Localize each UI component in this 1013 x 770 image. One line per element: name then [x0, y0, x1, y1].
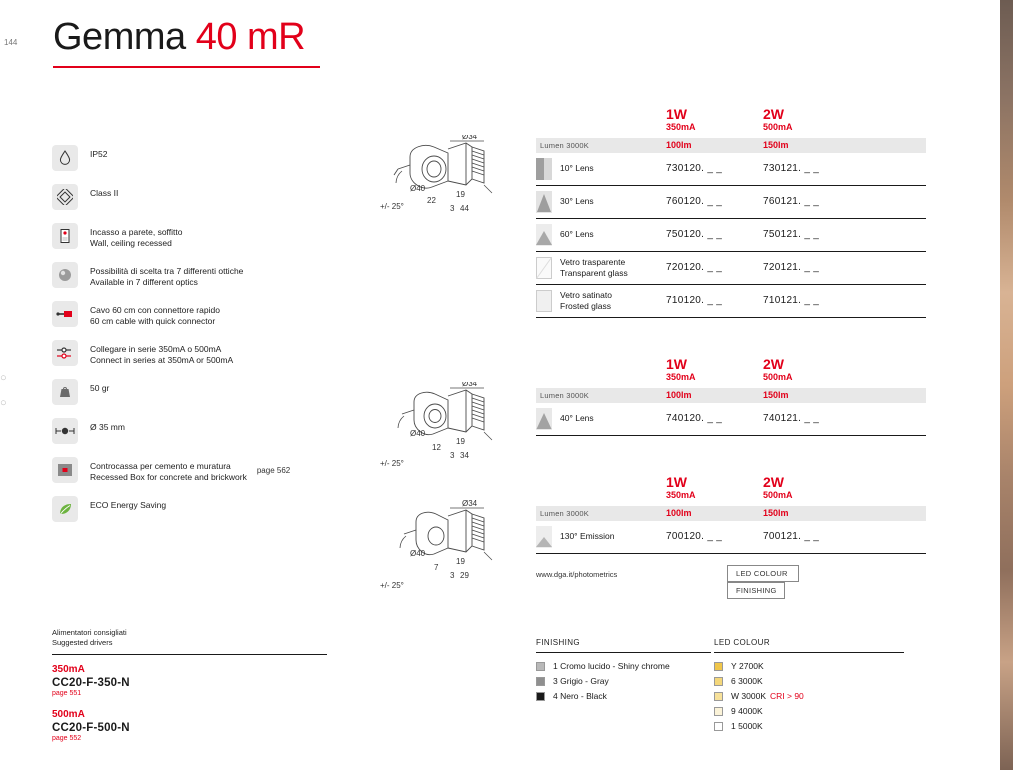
feature-label: Class II [90, 188, 119, 198]
lumen-row [536, 388, 926, 403]
feature-label: Incasso a parete, soffitto [90, 227, 183, 237]
product-code-1w: 750120. _ _ [666, 229, 723, 241]
driver-code: CC20-F-350-N [52, 677, 130, 690]
feature-item [52, 145, 352, 171]
list-item [536, 691, 711, 701]
feature-label: IP52 [90, 149, 108, 159]
led-name: 5000K [738, 721, 763, 731]
svg-text:+/- 25°: +/- 25° [380, 459, 404, 468]
table-130-emission [536, 474, 926, 554]
feature-item [52, 496, 352, 522]
table-row [536, 219, 926, 252]
feature-item [52, 379, 352, 405]
led-name: 3000K [738, 676, 763, 686]
table-40-lens [536, 356, 926, 436]
feature-label: Ø 35 mm [90, 422, 125, 433]
feature-label-2: Available in 7 different optics [90, 277, 198, 288]
diameter-icon [52, 418, 78, 444]
svg-text:+/- 25°: +/- 25° [380, 581, 404, 590]
lumen-b: 150lm [763, 508, 789, 519]
product-code-1w: 760120. _ _ [666, 196, 723, 208]
led-swatch-3000k-cri [714, 692, 723, 701]
power-2w: 2W [763, 474, 784, 490]
led-name: 3000K [741, 691, 766, 701]
svg-text:+/- 25°: +/- 25° [380, 202, 404, 211]
option-name: 60° Lens [560, 229, 594, 240]
table-row [536, 403, 926, 436]
list-item [536, 661, 711, 671]
edge-photo-strip [1000, 0, 1013, 770]
finishing-code: 1 [553, 661, 558, 671]
ip-drop-icon [52, 145, 78, 171]
feature-item [52, 262, 352, 288]
feature-label: 50 gr [90, 383, 110, 394]
product-code-2w: 740121. _ _ [763, 413, 820, 425]
page-number: 144 [4, 38, 18, 47]
option-name: 10° Lens [560, 163, 594, 174]
driver-item [52, 664, 327, 697]
lumen-b: 150lm [763, 390, 789, 401]
svg-text:Ø40: Ø40 [410, 549, 426, 558]
feature-item [52, 223, 352, 249]
finishing-code: 4 [553, 691, 558, 701]
list-item [714, 721, 904, 731]
table-row [536, 521, 926, 554]
finishing-name: Cromo lucido - Shiny chrome [560, 661, 670, 671]
product-code-2w: 720121. _ _ [763, 262, 820, 274]
led-code: 6 [731, 676, 736, 686]
led-cri-note: CRI > 90 [770, 691, 804, 701]
finishing-name: Nero - Black [560, 691, 607, 701]
divider [536, 652, 711, 653]
feature-label-2: Connect in series at 350mA or 500mA [90, 355, 234, 366]
power-2w: 2W [763, 356, 784, 372]
title-highlight: 40 mR [195, 16, 306, 58]
drawing-lens-optics [380, 135, 510, 245]
list-item [714, 706, 904, 716]
series-connection-icon [52, 340, 78, 366]
feature-label: Controcassa per cemento e muratura [90, 461, 231, 472]
svg-text:Ø40: Ø40 [410, 184, 426, 193]
feature-label-2: 60 cm cable with quick connector [90, 316, 216, 327]
current-350ma: 350mA [666, 122, 696, 133]
cable-connector-icon [52, 301, 78, 327]
divider [52, 654, 327, 655]
svg-text:44: 44 [460, 204, 469, 213]
current-350ma: 350mA [666, 490, 696, 501]
recessed-box-icon [52, 457, 78, 483]
lumen-a: 100lm [666, 140, 692, 151]
feature-label: ECO Energy Saving [90, 500, 167, 511]
frosted-glass-swatch [536, 290, 552, 312]
product-code-1w: 740120. _ _ [666, 413, 723, 425]
current-350ma: 350mA [666, 372, 696, 383]
svg-text:34: 34 [460, 451, 469, 460]
option-name: 30° Lens [560, 196, 594, 207]
title-underline [53, 66, 320, 68]
svg-text:19: 19 [456, 437, 465, 446]
lens-10-swatch [536, 158, 552, 180]
svg-text:Ø34: Ø34 [462, 500, 478, 508]
wall-ceiling-recessed-icon [52, 223, 78, 249]
feature-label: Cavo 60 cm con connettore rapido [90, 305, 220, 316]
table-row [536, 252, 926, 285]
finishing-name: Grigio - Gray [560, 676, 609, 686]
led-name: 2700K [739, 661, 764, 671]
feature-item [52, 340, 352, 366]
product-code-2w: 710121. _ _ [763, 295, 820, 307]
svg-text:Ø40: Ø40 [410, 429, 426, 438]
drawing-130-emission [380, 500, 510, 605]
recessed-box-page-ref[interactable]: page 562 [256, 466, 291, 476]
lumen-label: Lumen 3000K [540, 508, 589, 518]
driver-code: CC20-F-500-N [52, 722, 130, 735]
current-500ma: 500mA [763, 122, 793, 133]
current-500ma: 500mA [763, 490, 793, 501]
finishing-swatch-black [536, 692, 545, 701]
feature-label: Possibilità di scelta tra 7 differenti ottiche [90, 266, 244, 277]
weight-icon [52, 379, 78, 405]
feature-item [52, 457, 352, 483]
svg-text:3: 3 [450, 451, 455, 460]
product-code-2w: 760121. _ _ [763, 196, 820, 208]
table-row [536, 153, 926, 186]
led-code: 1 [731, 721, 736, 731]
drawing-40-lens [380, 382, 510, 482]
led-name: 4000K [738, 706, 763, 716]
svg-text:Ø34: Ø34 [462, 382, 478, 388]
product-code-1w: 710120. _ _ [666, 295, 723, 307]
option-name: 40° Lens [560, 413, 594, 424]
lens-40-swatch [536, 408, 552, 430]
led-swatch-5000k [714, 722, 723, 731]
led-code: W [731, 691, 740, 701]
finishing-legend [536, 638, 711, 706]
photometrics-link[interactable]: www.dga.it/photometrics [536, 570, 618, 579]
led-swatch-3000k [714, 677, 723, 686]
svg-text:Ø34: Ø34 [462, 135, 478, 141]
product-code-2w: 700121. _ _ [763, 531, 820, 543]
class-two-icon [52, 184, 78, 210]
option-name: Vetro satinato [560, 290, 612, 301]
list-item [714, 661, 904, 671]
finishing-title: FINISHING [536, 638, 581, 647]
lens-60-swatch [536, 224, 552, 246]
feature-label-2: Recessed Box for concrete and brickwork [90, 472, 247, 483]
product-code-2w: 750121. _ _ [763, 229, 820, 241]
option-name-2: Transparent glass [560, 267, 628, 278]
power-1w: 1W [666, 356, 687, 372]
finishing-swatch-gray [536, 677, 545, 686]
svg-text:3: 3 [450, 204, 455, 213]
led-swatch-4000k [714, 707, 723, 716]
driver-current: 500mA [52, 709, 85, 721]
lumen-label: Lumen 3000K [540, 390, 589, 400]
feature-list [52, 145, 352, 535]
table-row [536, 285, 926, 318]
lumen-label: Lumen 3000K [540, 140, 589, 150]
driver-item [52, 709, 327, 742]
decorative-mark: ○ [0, 397, 7, 409]
led-code: Y [731, 661, 737, 671]
option-name: 130° Emission [560, 531, 615, 542]
led-code: 9 [731, 706, 736, 716]
table-optics-main [536, 106, 926, 318]
svg-text:7: 7 [434, 563, 439, 572]
list-item [714, 691, 904, 701]
feature-item [52, 418, 352, 444]
option-name-2: Frosted glass [560, 300, 612, 311]
power-2w: 2W [763, 106, 784, 122]
divider [714, 652, 904, 653]
current-500ma: 500mA [763, 372, 793, 383]
lumen-row [536, 506, 926, 521]
product-code-1w: 730120. _ _ [666, 163, 723, 175]
svg-text:19: 19 [456, 190, 465, 199]
transparent-glass-swatch [536, 257, 552, 279]
led-colour-legend [714, 638, 904, 736]
drivers-caption-it: Alimentatori consigliati [52, 628, 127, 637]
page-title [53, 18, 320, 68]
product-code-1w: 700120. _ _ [666, 531, 723, 543]
feature-item [52, 184, 352, 210]
optics-choice-icon [52, 262, 78, 288]
suggested-drivers [52, 628, 327, 754]
list-item [536, 676, 711, 686]
legend-led-colour: LED COLOUR [727, 565, 799, 582]
svg-text:12: 12 [432, 443, 441, 452]
svg-text:3: 3 [450, 571, 455, 580]
lens-30-swatch [536, 191, 552, 213]
svg-text:22: 22 [427, 196, 436, 205]
feature-item [52, 301, 352, 327]
drivers-caption-en: Suggested drivers [52, 638, 113, 648]
table-row [536, 186, 926, 219]
emission-130-swatch [536, 526, 552, 548]
finishing-code: 3 [553, 676, 558, 686]
led-swatch-2700k [714, 662, 723, 671]
power-1w: 1W [666, 474, 687, 490]
eco-leaf-icon [52, 496, 78, 522]
lumen-row [536, 138, 926, 153]
lumen-a: 100lm [666, 508, 692, 519]
feature-label: Collegare in serie 350mA o 500mA [90, 344, 222, 355]
product-code-2w: 730121. _ _ [763, 163, 820, 175]
power-1w: 1W [666, 106, 687, 122]
title-main: Gemma [53, 16, 196, 58]
svg-text:19: 19 [456, 557, 465, 566]
finishing-swatch-chrome [536, 662, 545, 671]
lumen-b: 150lm [763, 140, 789, 151]
driver-page-ref[interactable]: page 551 [52, 690, 82, 698]
lumen-a: 100lm [666, 390, 692, 401]
list-item [714, 676, 904, 686]
feature-label-2: Wall, ceiling recessed [90, 238, 172, 249]
driver-page-ref[interactable]: page 552 [52, 735, 82, 743]
decorative-mark: ○ [0, 372, 7, 384]
svg-text:29: 29 [460, 571, 469, 580]
driver-current: 350mA [52, 664, 85, 676]
led-colour-title: LED COLOUR [714, 638, 771, 647]
option-name: Vetro trasparente [560, 257, 626, 268]
product-code-1w: 720120. _ _ [666, 262, 723, 274]
legend-finishing: FINISHING [727, 582, 785, 599]
